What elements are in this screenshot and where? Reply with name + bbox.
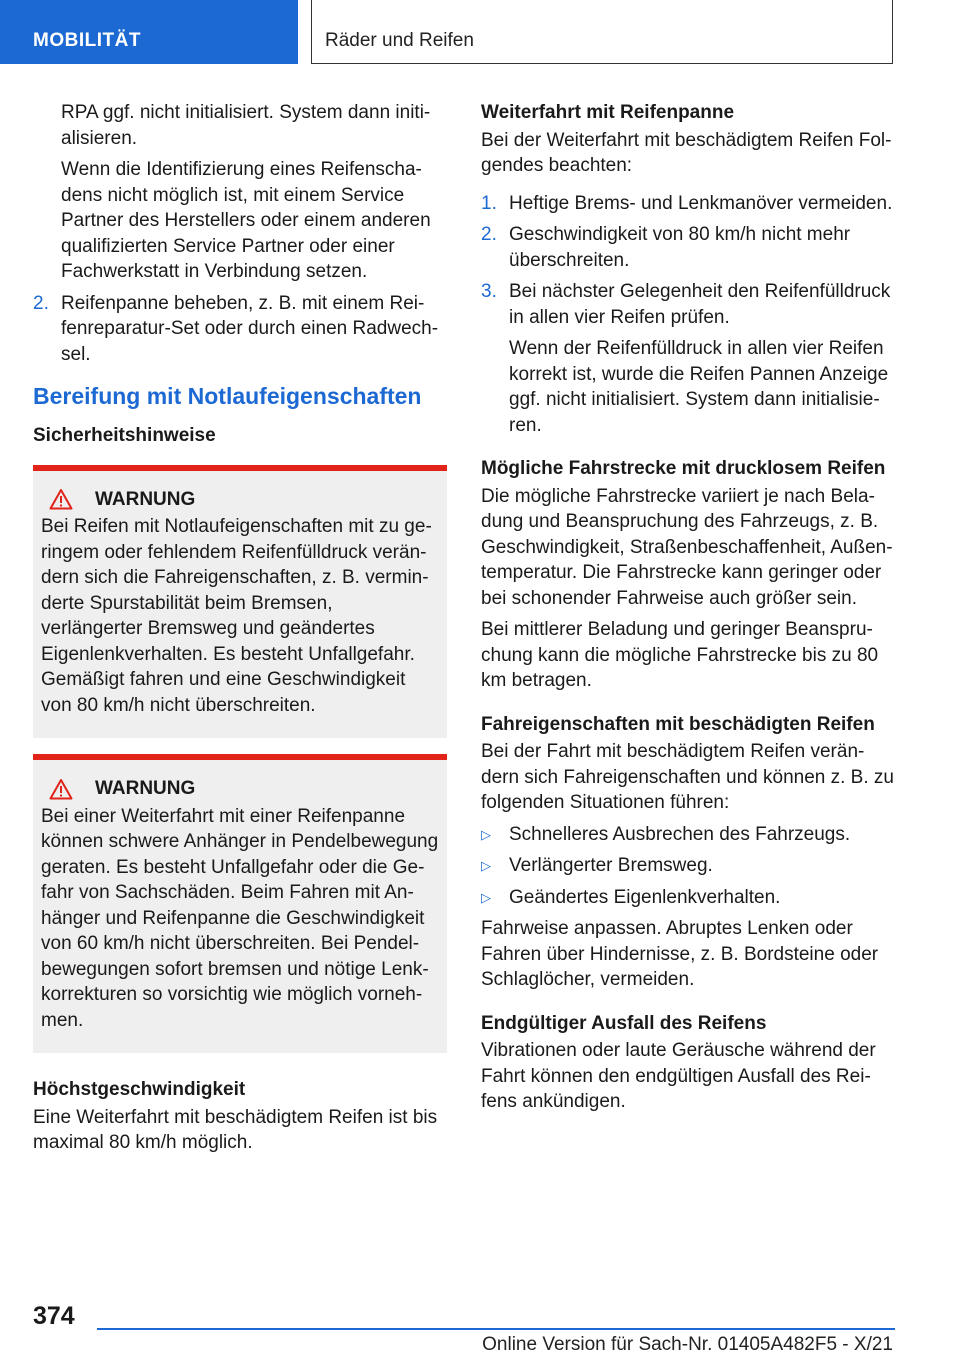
triangle-bullet-icon: ▷ [481, 826, 491, 842]
speed-text: Eine Weiterfahrt mit beschädigtem Reifen ist bis maximal 80 km/h möglich. [33, 1106, 438, 1153]
bullet-text: Schnelleres Ausbrechen des Fahrzeugs. [509, 823, 851, 845]
range-text: Die mögliche Fahrstrecke variiert je nach Beladung und Beanspruchung des Fahrzeugs, z. B. Geschwindigkeit, Straßenbeschaffenheit, Außentemperatur. Die Fahrstrecke kann geringer oder bei schonender Fahrweise auch größer sein. [481, 485, 893, 609]
step-number: 2. [33, 292, 49, 314]
failure-text: Vibrationen oder laute Geräusche während der Fahrt können den endgültigen Ausfall des Reifens ankündigen. [481, 1040, 876, 1112]
warning-box [33, 754, 447, 1053]
list-item [481, 279, 895, 330]
handling-advice: Fahrweise anpassen. Abruptes Lenken oder Fahren über Hindernisse, z. B. Bordsteine oder Schlaglöcher, vermeiden. [481, 918, 879, 990]
warning-triangle-icon [49, 778, 73, 800]
chapter-title: MOBILITÄT [33, 30, 141, 51]
safety-heading: Sicherheitshinweise [33, 425, 216, 446]
continue-heading: Weiterfahrt mit Reifenpanne [481, 102, 735, 123]
step-number: 2. [481, 224, 497, 245]
step-text: Geschwindigkeit von 80 km/h nicht mehr überschreiten. [509, 224, 851, 271]
step-text: Reifenpanne beheben, z. B. mit einem Reifenreparatur-Set oder durch einen Radwechsel. [61, 292, 439, 365]
bullet-text: Geändertes Eigenlenkverhalten. [509, 886, 781, 908]
list-item [481, 222, 895, 273]
list-item [481, 853, 895, 879]
step1-continuation: RPA ggf. nicht initialisiert. System dann initialisieren. [61, 102, 431, 149]
step-note: Wenn der Reifenfülldruck in allen vier Reifen korrekt ist, wurde die Reifen Pannen Anzeige ggf. nicht initialisiert. System dann initialisieren. [509, 338, 889, 436]
step-text: Bei nächster Gelegenheit den Reifenfülldruck in allen vier Reifen prüfen. [509, 281, 891, 328]
handling-heading: Fahreigenschaften mit beschädigten Reifen [481, 713, 875, 735]
warning-title: WARNUNG [95, 778, 196, 799]
left-column [33, 100, 447, 1162]
list-item [481, 885, 895, 911]
triangle-bullet-icon: ▷ [481, 858, 491, 873]
step-number: 1. [481, 192, 497, 214]
footer-text: Online Version für Sach-Nr. 01405A482F5 - X/21 [482, 1334, 893, 1355]
section-header [311, 0, 893, 64]
step1-note: Wenn die Identifizierung eines Reifenschadens nicht möglich ist, mit einem Service Partner des Herstellers oder einem anderen qualifizierten Service Partner oder einer Fachwerkstatt in Verbindung setzen. [61, 159, 431, 282]
step-number: 3. [481, 281, 497, 302]
page-number: 374 [33, 1302, 75, 1330]
warning-triangle-icon [49, 488, 73, 510]
step-text: Heftige Brems- und Lenkmanöver vermeiden. [509, 192, 893, 214]
footer-divider [97, 1328, 895, 1330]
range-text: Bei mittlerer Beladung und geringer Beanspruchung kann die mögliche Fahrstrecke bis zu 80 km betragen. [481, 619, 879, 691]
warning-title: WARNUNG [95, 488, 196, 510]
bullet-text: Verlängerter Bremsweg. [509, 855, 713, 876]
section-title: Räder und Reifen [325, 30, 474, 51]
list-item [481, 822, 895, 848]
warning-text: Bei Reifen mit Notlaufeigenschaften mit zu geringem oder fehlendem Reifenfülldruck verändern sich die Fahreigenschaften, z. B. verminderte Spurstabilität beim Bremsen, verlängerter Bremsweg und geändertes Eigenlenkverhalten. Es besteht Unfallgefahr. Gemäßigt fahren und eine Geschwindigkeit von 80 km/h nicht überschreiten. [41, 516, 432, 716]
list-item [33, 291, 447, 368]
chapter-tab[interactable] [0, 0, 298, 64]
handling-text: Bei der Fahrt mit beschädigtem Reifen verändern sich Fahreigenschaften und können z. B. zu folgenden Situationen führen: [481, 741, 894, 813]
continue-intro: Bei der Weiterfahrt mit beschädigtem Reifen Folgendes beachten: [481, 129, 892, 176]
list-item [481, 191, 895, 217]
triangle-bullet-icon: ▷ [481, 889, 491, 905]
section-heading: Bereifung mit Notlaufeigenschaften [33, 383, 422, 409]
warning-text: Bei einer Weiterfahrt mit einer Reifenpanne können schwere Anhänger in Pendelbewegung geraten. Es besteht Unfallgefahr oder die Gefahr von Sachschäden. Beim Fahren mit Anhänger und Reifenpanne die Geschwindigkeit von 60 km/h nicht überschreiten. Bei Pendelbewegungen sofort bremsen und nötige Lenkkorrekturen so vorsichtig wie möglich vornehmen. [41, 805, 439, 1031]
failure-heading: Endgültiger Ausfall des Reifens [481, 1012, 767, 1034]
speed-heading: Höchstgeschwindigkeit [33, 1079, 246, 1100]
right-column [481, 100, 895, 1121]
warning-box [33, 465, 447, 739]
range-heading: Mögliche Fahrstrecke mit drucklosem Reifen [481, 458, 886, 479]
